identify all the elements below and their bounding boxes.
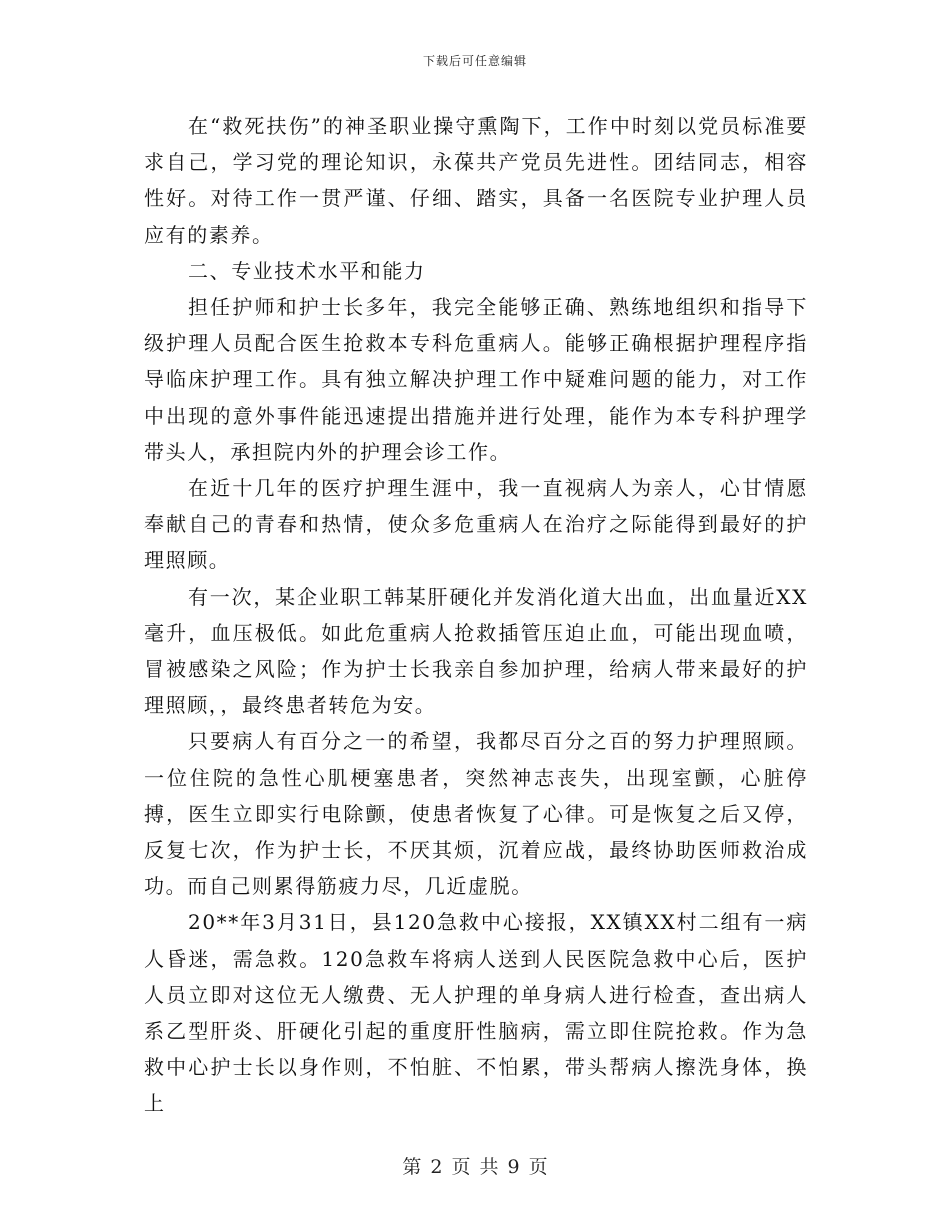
paragraph-4: 有一次，某企业职工韩某肝硬化并发消化道大出血，出血量近XX毫升，血压极低。如此危重病人抢救插管压迫止血，可能出现血喷，冒被感染之风险；作为护士长我亲自参加护理，给病人带来最好的护理照顾，，最终患者转危为安。	[144, 584, 808, 718]
paragraph-6: 20**年3月31日，县120急救中心接报，XX镇XX村二组有一病人昏迷，需急救。120急救车将病人送到人民医院急救中心后，医护人员立即对这位无人缴费、无人护理的单身病人进行检查，查出病人系乙型肝炎、肝硬化引起的重度肝性脑病，需立即住院抢救。作为急救中心护士长以身作则，不怕脏、不怕累，带头帮病人擦洗身体，换上	[144, 910, 808, 1116]
paragraph-5: 只要病人有百分之一的希望，我都尽百分之百的努力护理照顾。一位住院的急性心肌梗塞患者，突然神志丧失，出现室颤，心脏停搏，医生立即实行电除颤，使患者恢复了心律。可是恢复之后又停，反复七次，作为护士长，不厌其烦，沉着应战，最终协助医师救治成功。而自己则累得筋疲力尽，几近虚脱。	[144, 729, 808, 899]
page-header: 下载后可任意编辑	[422, 54, 527, 68]
paragraph-3: 在近十几年的医疗护理生涯中，我一直视病人为亲人，心甘情愿奉献自己的青春和热情，使众多危重病人在治疗之际能得到最好的护理照顾。	[144, 476, 808, 573]
page-number-footer: 第 2 页 共 9 页	[402, 1156, 548, 1178]
section-heading: 二、专业技术水平和能力	[188, 258, 426, 283]
paragraph-2: 担任护师和护士长多年，我完全能够正确、熟练地组织和指导下级护理人员配合医生抢救本专科危重病人。能够正确根据护理程序指导临床护理工作。具有独立解决护理工作中疑难问题的能力，对工作中出现的意外事件能迅速提出措施并进行处理，能作为本专科护理学带头人，承担院内外的护理会诊工作。	[144, 295, 808, 464]
document-body	[144, 108, 808, 1122]
paragraph-1: 在“救死扶伤”的神圣职业操守熏陶下，工作中时刻以党员标准要求自己，学习党的理论知识，永葆共产党员先进性。团结同志，相容性好。对待工作一贯严谨、仔细、踏实，具备一名医院专业护理人员应有的素养。	[144, 114, 808, 247]
